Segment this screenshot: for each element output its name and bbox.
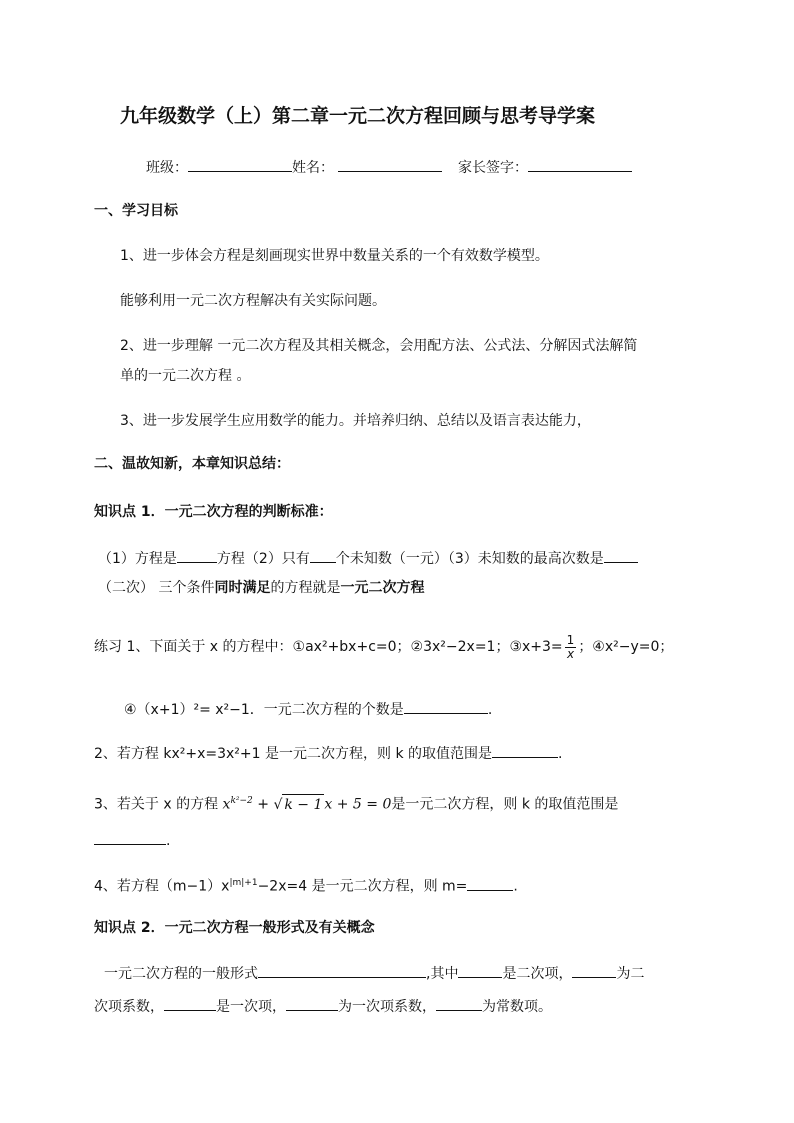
ex3-suffix: 是一元二次方程，则 k 的取值范围是 (391, 796, 619, 813)
ex4-mid: −2x=4 是一元二次方程，则 m= (257, 878, 468, 895)
blank-highest-degree[interactable] (604, 548, 638, 563)
ex1-line2-end: . (487, 702, 493, 718)
blank-linear-term[interactable] (164, 996, 216, 1011)
exercise3-line2 (94, 830, 170, 851)
kp2-heading: 知识点 2．一元二次方程一般形式及有关概念 (94, 920, 375, 936)
kp2-text-2: ,其中 (426, 966, 459, 982)
ex1-frac-den: x (566, 646, 575, 661)
blank-unknown-count[interactable] (310, 548, 336, 563)
class-label: 班级： (146, 160, 188, 176)
ex1-suffix: ；④x²−y=0； (578, 639, 674, 655)
ex3-end: . (166, 833, 171, 849)
kp1-conditions-line2 (98, 578, 424, 598)
ex3-radicand: k − 1 (282, 794, 324, 815)
blank-general-form[interactable] (258, 963, 426, 978)
ex2-answer-blank[interactable] (492, 743, 558, 758)
cond-text-3: 个未知数（一元）（3）未知数的最高次数是 (335, 551, 604, 567)
ex1-prefix: 练习 1、下面关于 x 的方程中：①ax²+bx+c=0；②3x²−2x=1；③x+3= (94, 639, 563, 655)
section2-heading: 二、温故知新，本章知识总结： (94, 456, 290, 472)
kp1-conditions-line1 (98, 548, 638, 569)
page-title: 九年级数学（上）第二章一元二次方程回顾与思考导学案 (120, 105, 596, 127)
blank-quadratic-coefficient[interactable] (572, 963, 616, 978)
ex3-radical: √ k − 1 (273, 797, 324, 813)
ex4-answer-blank[interactable] (467, 876, 513, 891)
ex1-line2-text: ④（x+1）²= x²−1．一元二次方程的个数是 (124, 702, 404, 718)
exercise3-line1 (94, 791, 618, 815)
name-label: 姓名： (292, 160, 334, 176)
exercise2-line (94, 743, 562, 764)
kp2-text-8: 为常数项。 (482, 999, 552, 1015)
ex4-exponent: |m|+1 (229, 878, 258, 888)
cond-text-5: 同时满足 (214, 580, 271, 596)
kp1-heading: 知识点 1．一元二次方程的判断标准： (94, 504, 333, 520)
cond-text-7: 一元二次方程 (340, 580, 425, 596)
blank-quadratic-term[interactable] (458, 963, 502, 978)
parent-signature-blank[interactable] (528, 157, 632, 172)
ex3-plus: + (257, 796, 269, 813)
kp2-line1 (104, 963, 644, 984)
exercise4-line (94, 873, 518, 897)
ex1-frac-num: 1 (566, 632, 575, 647)
kp2-line2 (94, 996, 552, 1017)
cond-text-1: （1）方程是 (98, 551, 177, 567)
goal2-line2: 单的一元二次方程 。 (120, 368, 251, 384)
header-fields (146, 157, 632, 178)
cond-text-2: 方程（2）只有 (216, 551, 310, 567)
ex2-end: . (558, 746, 563, 762)
ex3-rest: x + 5 = 0 (324, 796, 392, 813)
goal1-line2: 能够利用一元二次方程解决有关实际问题。 (120, 293, 386, 309)
ex1-answer-blank[interactable] (404, 699, 488, 714)
kp2-text-4: 为二 (616, 966, 645, 982)
kp2-text-1: 一元二次方程的一般形式 (104, 966, 258, 982)
goal3-line: 3、进一步发展学生应用数学的能力。并培养归纳、总结以及语言表达能力， (120, 413, 591, 429)
blank-equation-type[interactable] (177, 548, 217, 563)
name-blank[interactable] (338, 157, 442, 172)
kp2-text-3: 是二次项， (502, 966, 573, 982)
goal2-line1: 2、进一步理解 一元二次方程及其相关概念，会用配方法、公式法、分解因式法解简 (120, 338, 638, 354)
goal1-line1: 1、进一步体会方程是刻画现实世界中数量关系的一个有效数学模型。 (120, 248, 549, 264)
blank-constant-term[interactable] (436, 996, 482, 1011)
ex3-base: x (222, 796, 231, 813)
ex4-end: . (513, 878, 518, 895)
blank-linear-coefficient[interactable] (286, 996, 338, 1011)
ex4-prefix: 4、若方程（m−1）x (94, 878, 230, 895)
exercise1-line2 (124, 699, 492, 720)
kp2-text-7: 为一次项系数， (338, 999, 436, 1015)
kp2-text-6: 是一次项， (216, 999, 286, 1015)
section1-heading: 一、学习目标 (94, 203, 178, 219)
cond-text-6: 的方程就是 (270, 580, 341, 596)
ex1-fraction (565, 634, 577, 661)
cond-text-4: （二次） 三个条件 (98, 580, 215, 596)
exercise1-line1 (94, 632, 673, 662)
ex2-text: 2、若方程 kx²+x=3x²+1 是一元二次方程，则 k 的取值范围是 (94, 746, 493, 762)
ex3-answer-blank[interactable] (94, 830, 166, 845)
ex3-exponent: k²−2 (230, 796, 253, 806)
kp2-text-5: 次项系数， (94, 999, 164, 1015)
ex3-prefix: 3、若关于 x 的方程 (94, 796, 219, 813)
class-blank[interactable] (188, 157, 292, 172)
parent-signature-label: 家长签字： (458, 160, 528, 176)
